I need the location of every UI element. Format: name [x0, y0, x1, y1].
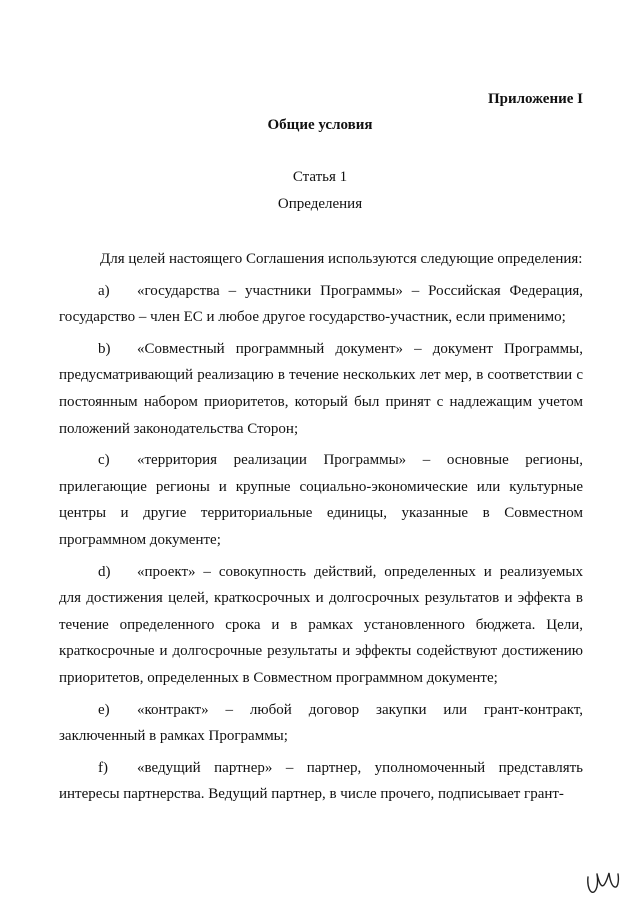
- item-marker: d): [98, 563, 111, 580]
- definition-item-f: [59, 755, 583, 808]
- item-text: «Совместный программный документ» – документ Программы, предусматривающий реализацию в течение нескольких лет мер, в соответствии с постоянным набором приоритетов, который был принят с надлежащим учетом положений законодательства Сторон;: [59, 340, 583, 437]
- item-marker: b): [98, 340, 111, 357]
- item-marker: e): [98, 701, 110, 718]
- item-text: «ведущий партнер» – партнер, уполномоченный представлять интересы партнерства. Ведущий партнер, в числе прочего, подписывает грант-: [59, 759, 583, 803]
- definition-item-a: [59, 278, 583, 331]
- definition-item-e: [59, 697, 583, 750]
- item-marker: c): [98, 452, 110, 469]
- item-text: «государства – участники Программы» – Российская Федерация, государство – член ЕС и любое другое государство-участник, если применимо;: [59, 282, 583, 326]
- item-marker: f): [98, 759, 108, 776]
- definitions-body: [59, 246, 583, 808]
- handwritten-initials: [585, 868, 621, 903]
- intro-paragraph: Для целей настоящего Соглашения используются следующие определения:: [100, 251, 583, 267]
- item-marker: a): [98, 282, 110, 299]
- annex-label: Приложение I: [487, 91, 583, 107]
- definition-item-b: [59, 336, 583, 442]
- definition-item-c: [59, 447, 583, 553]
- article-number: Статья 1: [292, 169, 348, 185]
- item-text: «проект» – совокупность действий, определенных и реализуемых для достижения целей, краткосрочных и долгосрочных результатов и эффекта в течение определенного срока и в рамках установленного бюджета. Цели, краткосрочные и долгосрочные результаты и эффекты содействуют достижению приоритетов, определенных в Совместном программном документе;: [59, 563, 583, 686]
- item-text: «территория реализации Программы» – основные регионы, прилегающие регионы и крупные социально-экономические или культурные центры и другие территориальные единицы, указанные в Совместном программном документе;: [59, 452, 583, 548]
- article-title: Определения: [277, 196, 363, 212]
- document-title: Общие условия: [267, 117, 373, 133]
- definition-item-d: [59, 559, 583, 692]
- item-text: «контракт» – любой договор закупки или грант-контракт, заключенный в рамках Программы;: [59, 701, 583, 745]
